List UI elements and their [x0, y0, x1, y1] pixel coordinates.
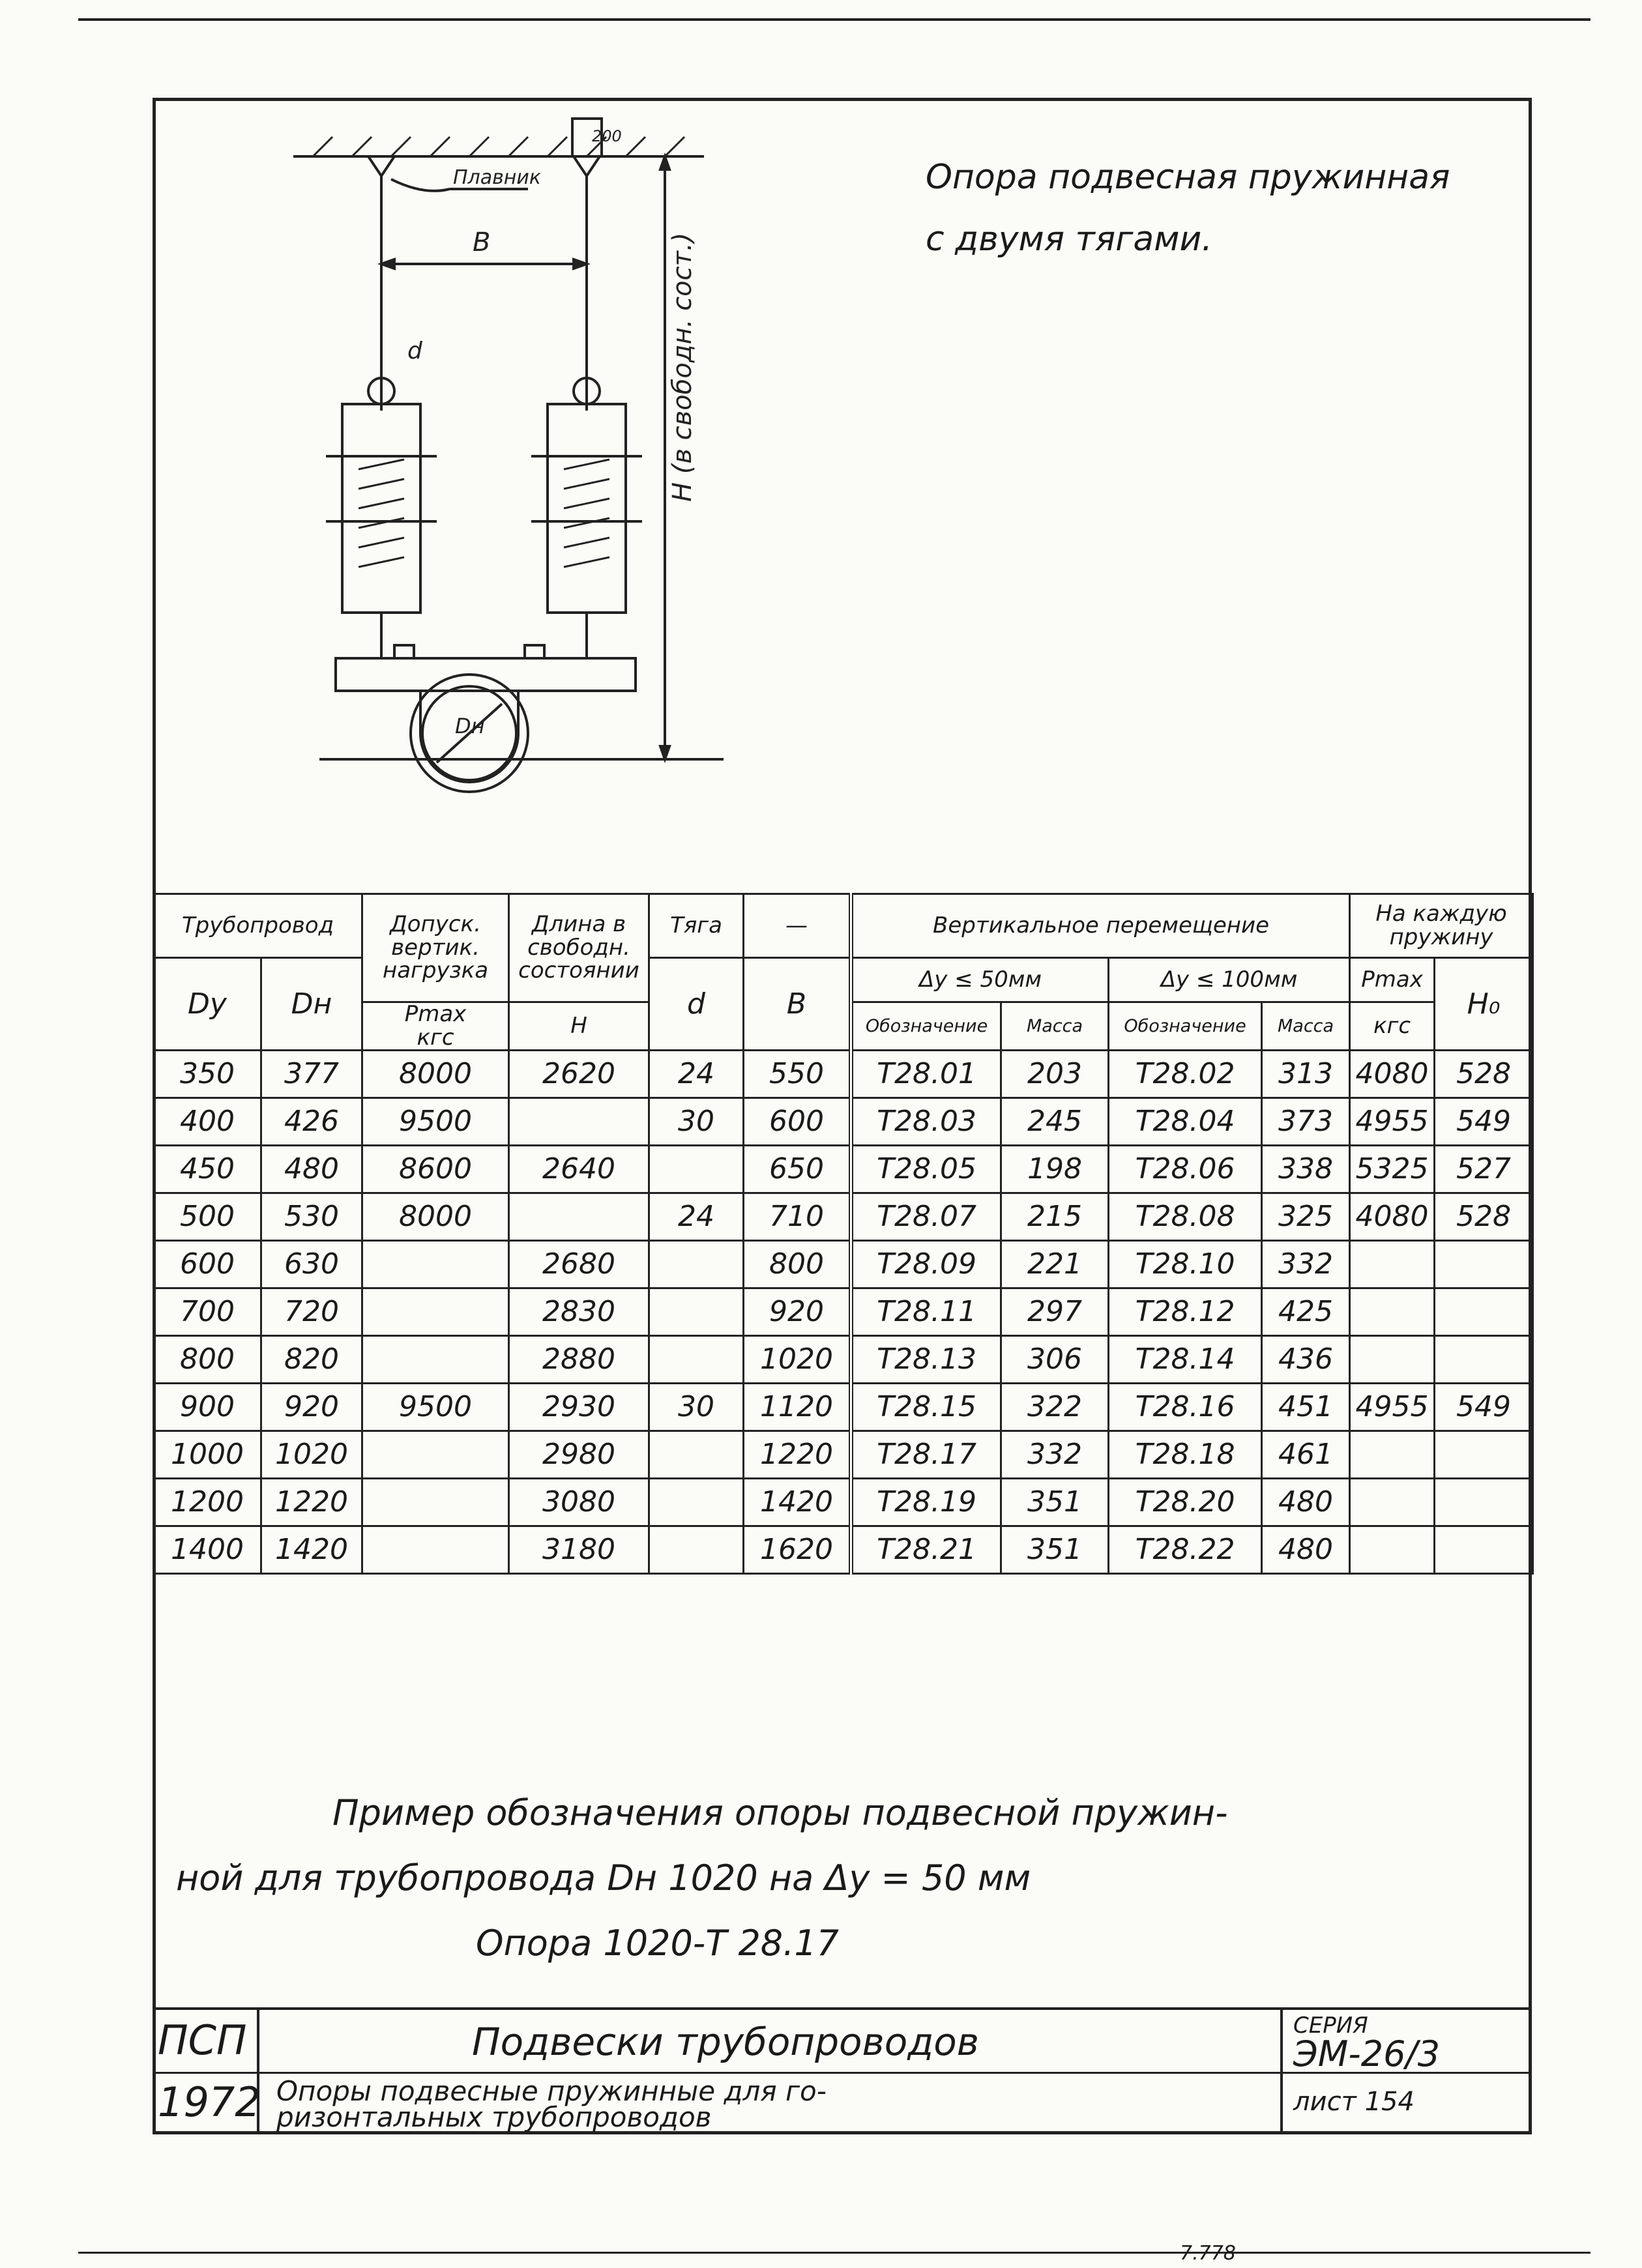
th-vertical: Вертикальное перемещение — [851, 894, 1350, 958]
cell-dy: 700 — [154, 1288, 261, 1336]
cell-dy: 800 — [154, 1336, 261, 1384]
sheet-number: лист 154 — [1293, 2087, 1415, 2117]
cell-h0 — [1435, 1336, 1533, 1384]
th-rod: Тяга — [649, 894, 744, 958]
cell-b: 550 — [744, 1051, 851, 1098]
cell-m2: 461 — [1262, 1431, 1350, 1479]
cell-pm — [1350, 1288, 1435, 1336]
cell-dn: 530 — [261, 1193, 362, 1241]
cell-o2: Т28.20 — [1109, 1479, 1262, 1526]
cell-m2: 325 — [1262, 1193, 1350, 1241]
cell-dy: 350 — [154, 1051, 261, 1098]
drawing-title-line2: с двумя тягами. — [926, 220, 1212, 259]
cell-o2: Т28.04 — [1109, 1098, 1262, 1146]
cell-h: 3180 — [509, 1526, 649, 1574]
cell-m1: 297 — [1001, 1288, 1109, 1336]
cell-dn: 377 — [261, 1051, 362, 1098]
cell-m1: 221 — [1001, 1241, 1109, 1288]
dn-label: Dн — [455, 714, 485, 738]
cell-h0 — [1435, 1241, 1533, 1288]
th-kgs2: кгс — [1350, 1002, 1435, 1051]
table-row — [154, 1384, 1533, 1431]
cell-pm: 4955 — [1350, 1098, 1435, 1146]
cell-p — [362, 1526, 509, 1574]
cell-m2: 332 — [1262, 1241, 1350, 1288]
cell-m1: 215 — [1001, 1193, 1109, 1241]
cell-b: 710 — [744, 1193, 851, 1241]
cell-h0 — [1435, 1479, 1533, 1526]
th-d: d — [649, 958, 744, 1051]
cell-o2: Т28.14 — [1109, 1336, 1262, 1384]
th-load: Допуск. вертик. нагрузка — [362, 894, 509, 1002]
cell-dn: 1420 — [261, 1526, 362, 1574]
stamp-subtitle-1: Опоры подвесные пружинные для го- — [276, 2075, 827, 2107]
cell-h: 2620 — [509, 1051, 649, 1098]
cell-dy: 600 — [154, 1241, 261, 1288]
cell-h: 2640 — [509, 1146, 649, 1193]
cell-h0: 528 — [1435, 1051, 1533, 1098]
cell-dy: 900 — [154, 1384, 261, 1431]
cell-o2: Т28.10 — [1109, 1241, 1262, 1288]
cell-dn: 1220 — [261, 1479, 362, 1526]
cell-dn: 480 — [261, 1146, 362, 1193]
cell-p — [362, 1288, 509, 1336]
table-row — [154, 1098, 1533, 1146]
cell-o1: Т28.13 — [851, 1336, 1001, 1384]
drawing-title — [926, 147, 1512, 270]
cell-o1: Т28.21 — [851, 1526, 1001, 1574]
d-label: d — [407, 338, 422, 364]
th-pmax — [362, 1002, 509, 1051]
cell-m2: 373 — [1262, 1098, 1350, 1146]
cell-p — [362, 1241, 509, 1288]
th-b: В — [744, 958, 851, 1051]
cell-o1: Т28.01 — [851, 1051, 1001, 1098]
cell-o2: Т28.06 — [1109, 1146, 1262, 1193]
table-row — [154, 1479, 1533, 1526]
th-oboz1: Обозначение — [851, 1002, 1001, 1051]
cell-b: 1020 — [744, 1336, 851, 1384]
th-dash: — — [744, 894, 851, 958]
dim-200-label: 200 — [592, 127, 622, 145]
drawing-title-line1: Опора подвесная пружинная — [926, 158, 1450, 197]
cell-o2: Т28.08 — [1109, 1193, 1262, 1241]
cell-o1: Т28.17 — [851, 1431, 1001, 1479]
cell-pm — [1350, 1431, 1435, 1479]
cell-d — [649, 1336, 744, 1384]
cell-m1: 351 — [1001, 1526, 1109, 1574]
cell-m2: 480 — [1262, 1526, 1350, 1574]
cell-b: 1620 — [744, 1526, 851, 1574]
table-row — [154, 1526, 1533, 1574]
cell-dn: 426 — [261, 1098, 362, 1146]
cell-pm — [1350, 1336, 1435, 1384]
cell-o1: Т28.15 — [851, 1384, 1001, 1431]
cell-m1: 351 — [1001, 1479, 1109, 1526]
cell-pm — [1350, 1241, 1435, 1288]
table-row — [154, 1193, 1533, 1241]
title-block — [153, 2007, 1532, 2134]
cell-m2: 313 — [1262, 1051, 1350, 1098]
cell-h0 — [1435, 1431, 1533, 1479]
cell-p — [362, 1479, 509, 1526]
cell-dy: 450 — [154, 1146, 261, 1193]
cell-h0: 549 — [1435, 1384, 1533, 1431]
th-pipeline: Трубопровод — [154, 894, 362, 958]
bottom-border-line — [78, 2252, 1591, 2254]
th-h0: Н₀ — [1435, 958, 1533, 1051]
cell-b: 1120 — [744, 1384, 851, 1431]
cell-h — [509, 1098, 649, 1146]
cell-pm — [1350, 1526, 1435, 1574]
cell-m1: 332 — [1001, 1431, 1109, 1479]
b-dim-label: В — [473, 227, 491, 257]
cell-dy: 400 — [154, 1098, 261, 1146]
cell-p: 8000 — [362, 1051, 509, 1098]
cell-m1: 198 — [1001, 1146, 1109, 1193]
th-oboz2: Обозначение — [1109, 1002, 1262, 1051]
cell-m2: 436 — [1262, 1336, 1350, 1384]
cell-h0 — [1435, 1526, 1533, 1574]
h-dim-label: Н (в свободн. сост.) — [667, 232, 697, 502]
cell-pm: 4080 — [1350, 1193, 1435, 1241]
cell-o1: Т28.09 — [851, 1241, 1001, 1288]
cell-b: 800 — [744, 1241, 851, 1288]
cell-d — [649, 1146, 744, 1193]
year-label: 1972 — [158, 2078, 261, 2126]
cell-h: 3080 — [509, 1479, 649, 1526]
table-row — [154, 1146, 1533, 1193]
cell-h0 — [1435, 1288, 1533, 1336]
series-value: ЭМ-26/3 — [1293, 2033, 1441, 2074]
cell-h: 2930 — [509, 1384, 649, 1431]
th-kgs: кгс — [417, 1024, 454, 1051]
cell-pm: 4080 — [1350, 1051, 1435, 1098]
cell-d: 24 — [649, 1193, 744, 1241]
stamp-title: Подвески трубопроводов — [472, 2020, 979, 2064]
cell-h: 2680 — [509, 1241, 649, 1288]
cell-h0: 527 — [1435, 1146, 1533, 1193]
th-dn: Dн — [261, 958, 362, 1051]
cell-h — [509, 1193, 649, 1241]
th-h: Н — [509, 1002, 649, 1051]
spec-table — [153, 893, 1534, 1575]
org-label: ПСП — [158, 2016, 247, 2064]
cell-dy: 1200 — [154, 1479, 261, 1526]
cell-d: 30 — [649, 1384, 744, 1431]
cell-h: 2980 — [509, 1431, 649, 1479]
table-row — [154, 1051, 1533, 1098]
example-line1: Пример обозначения опоры подвесной пружин- — [332, 1792, 1228, 1833]
cell-m1: 306 — [1001, 1336, 1109, 1384]
cell-b: 1220 — [744, 1431, 851, 1479]
example-line2: ной для трубопровода Dн 1020 на Δу = 50 мм — [176, 1857, 1031, 1898]
cell-h0: 549 — [1435, 1098, 1533, 1146]
cell-m2: 338 — [1262, 1146, 1350, 1193]
cell-o2: Т28.02 — [1109, 1051, 1262, 1098]
example-line3: Опора 1020-Т 28.17 — [476, 1923, 840, 1964]
cell-d — [649, 1479, 744, 1526]
table-row — [154, 1288, 1533, 1336]
table-row — [154, 1431, 1533, 1479]
cell-m1: 203 — [1001, 1051, 1109, 1098]
th-length: Длина в свободн. состоянии — [509, 894, 649, 1002]
hanger-drawing — [274, 104, 756, 886]
cell-o2: Т28.18 — [1109, 1431, 1262, 1479]
cell-o2: Т28.12 — [1109, 1288, 1262, 1336]
cell-d: 30 — [649, 1098, 744, 1146]
cell-d — [649, 1288, 744, 1336]
th-pmax-text: Pmax — [404, 1002, 467, 1027]
cell-p: 9500 — [362, 1384, 509, 1431]
cell-pm: 4955 — [1350, 1384, 1435, 1431]
cell-o2: Т28.16 — [1109, 1384, 1262, 1431]
cell-dn: 920 — [261, 1384, 362, 1431]
cell-o2: Т28.22 — [1109, 1526, 1262, 1574]
cell-m1: 245 — [1001, 1098, 1109, 1146]
cell-pm: 5325 — [1350, 1146, 1435, 1193]
cell-o1: Т28.19 — [851, 1479, 1001, 1526]
cell-m1: 322 — [1001, 1384, 1109, 1431]
stamp-subtitle-2: ризонтальных трубопроводов — [276, 2101, 712, 2133]
cell-b: 650 — [744, 1146, 851, 1193]
cell-b: 600 — [744, 1098, 851, 1146]
cell-dn: 720 — [261, 1288, 362, 1336]
cell-dy: 500 — [154, 1193, 261, 1241]
cell-dy: 1400 — [154, 1526, 261, 1574]
cell-d — [649, 1431, 744, 1479]
cell-p — [362, 1431, 509, 1479]
cell-dy: 1000 — [154, 1431, 261, 1479]
th-dy: Dу — [154, 958, 261, 1051]
cell-dn: 820 — [261, 1336, 362, 1384]
cell-h0: 528 — [1435, 1193, 1533, 1241]
cell-p: 8000 — [362, 1193, 509, 1241]
cell-d — [649, 1241, 744, 1288]
cell-d: 24 — [649, 1051, 744, 1098]
cell-p: 8600 — [362, 1146, 509, 1193]
th-massa2: Масса — [1262, 1002, 1350, 1051]
cell-o1: Т28.03 — [851, 1098, 1001, 1146]
cell-pm — [1350, 1479, 1435, 1526]
cell-h: 2830 — [509, 1288, 649, 1336]
cell-o1: Т28.05 — [851, 1146, 1001, 1193]
cell-m2: 425 — [1262, 1288, 1350, 1336]
top-border-line — [78, 18, 1591, 21]
table-row — [154, 1241, 1533, 1288]
th-dy100: Δу ≤ 100мм — [1109, 958, 1350, 1002]
cell-m2: 451 — [1262, 1384, 1350, 1431]
cell-b: 1420 — [744, 1479, 851, 1526]
cell-dn: 630 — [261, 1241, 362, 1288]
th-massa1: Масса — [1001, 1002, 1109, 1051]
plavnik-label: Плавник — [453, 166, 542, 189]
series-label: СЕРИЯ — [1293, 2013, 1368, 2039]
cell-d — [649, 1526, 744, 1574]
cell-m2: 480 — [1262, 1479, 1350, 1526]
cell-dn: 1020 — [261, 1431, 362, 1479]
cell-o1: Т28.07 — [851, 1193, 1001, 1241]
cell-p — [362, 1336, 509, 1384]
table-row — [154, 1336, 1533, 1384]
cell-h: 2880 — [509, 1336, 649, 1384]
th-per-spring: На каждую пружину — [1350, 894, 1533, 958]
th-dy50: Δу ≤ 50мм — [851, 958, 1109, 1002]
cell-p: 9500 — [362, 1098, 509, 1146]
cell-b: 920 — [744, 1288, 851, 1336]
cell-o1: Т28.11 — [851, 1288, 1001, 1336]
th-pmax2: Pmax — [1350, 958, 1435, 1002]
footer-number: 7.778 — [1180, 2242, 1236, 2265]
